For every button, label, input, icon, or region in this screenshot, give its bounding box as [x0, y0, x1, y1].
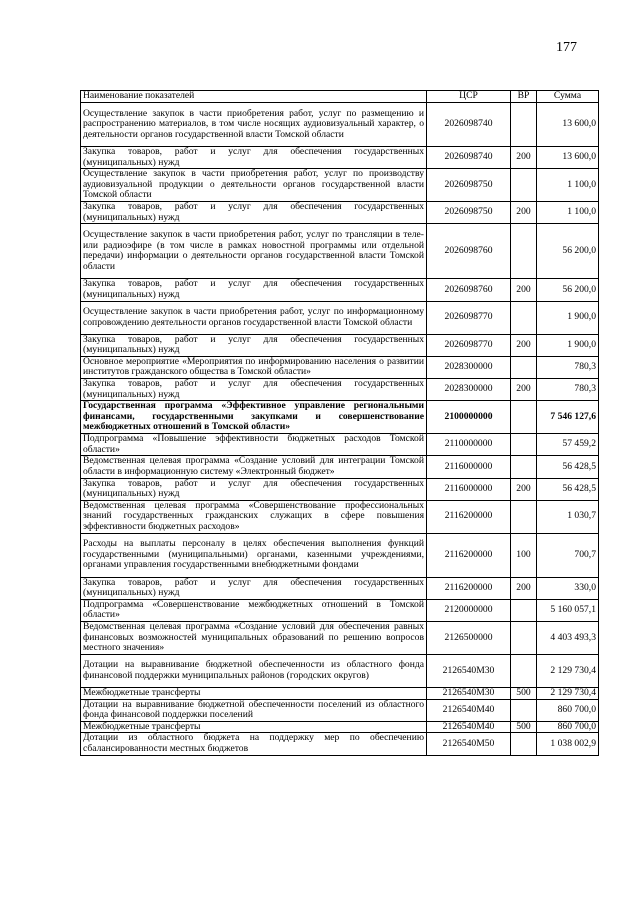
- row-vr: [511, 699, 537, 721]
- row-name: Межбюджетные трансферты: [81, 721, 427, 733]
- row-csr: 2026098770: [427, 301, 511, 334]
- row-sum: 2 129 730,4: [537, 688, 599, 700]
- row-name: Межбюджетные трансферты: [81, 688, 427, 700]
- row-name: Закупка товаров, работ и услуг для обеспечения государственных (муниципальных) нужд: [81, 202, 427, 224]
- row-vr: [511, 456, 537, 478]
- header-sum: Сумма: [537, 91, 599, 103]
- table-row: [81, 533, 599, 577]
- row-name: Расходы на выплаты персоналу в целях обеспечения выполнения функций государственными (муниципальными) органами, казенными учреждениями, органами управления государственными внебюджетными фондами: [81, 533, 427, 577]
- row-vr: [511, 500, 537, 533]
- table-row: [81, 577, 599, 599]
- row-name: Государственная программа «Эффективное управление региональными финансами, государственными закупками и совершенствование межбюджетных отношений в Томской области»: [81, 401, 427, 434]
- row-vr: 200: [511, 202, 537, 224]
- row-csr: 2026098750: [427, 202, 511, 224]
- row-csr: 2116200000: [427, 500, 511, 533]
- row-csr: 2110000000: [427, 434, 511, 456]
- row-sum: 700,7: [537, 533, 599, 577]
- row-sum: 860 700,0: [537, 699, 599, 721]
- row-csr: 2100000000: [427, 401, 511, 434]
- row-name: Дотации на выравнивание бюджетной обеспеченности поселений из областного фонда финансовой поддержки поселений: [81, 699, 427, 721]
- row-csr: 2026098750: [427, 169, 511, 202]
- table-header-row: [81, 91, 599, 103]
- row-name: Осуществление закупок в части приобретения работ, услуг по информационному сопровождению деятельности органов государственной власти Томской области: [81, 301, 427, 334]
- row-csr: 2126540М40: [427, 721, 511, 733]
- row-name: Закупка товаров, работ и услуг для обеспечения государственных (муниципальных) нужд: [81, 147, 427, 169]
- row-sum: 56 428,5: [537, 456, 599, 478]
- row-csr: 2026098760: [427, 224, 511, 279]
- row-sum: 4 403 493,3: [537, 622, 599, 655]
- table-row: [81, 103, 599, 147]
- row-vr: 200: [511, 577, 537, 599]
- row-vr: [511, 655, 537, 688]
- row-name: Закупка товаров, работ и услуг для обеспечения государственных (муниципальных) нужд: [81, 478, 427, 500]
- row-csr: 2028300000: [427, 378, 511, 400]
- row-csr: 2126540М30: [427, 655, 511, 688]
- row-name: Основное мероприятие «Мероприятия по информированию населения о развитии институтов гражданского общества в Томской области»: [81, 356, 427, 378]
- row-csr: 2028300000: [427, 356, 511, 378]
- header-vr: ВР: [511, 91, 537, 103]
- row-name: Закупка товаров, работ и услуг для обеспечения государственных (муниципальных) нужд: [81, 279, 427, 301]
- row-vr: 200: [511, 478, 537, 500]
- row-vr: [511, 434, 537, 456]
- table-row: [81, 334, 599, 356]
- table-row: [81, 688, 599, 700]
- row-sum: 780,3: [537, 378, 599, 400]
- row-sum: 1 038 002,9: [537, 733, 599, 755]
- table-row: [81, 279, 599, 301]
- row-vr: [511, 169, 537, 202]
- row-vr: 100: [511, 533, 537, 577]
- row-csr: 2116200000: [427, 577, 511, 599]
- row-vr: [511, 622, 537, 655]
- header-csr: ЦСР: [427, 91, 511, 103]
- table-row: [81, 434, 599, 456]
- row-csr: 2126540М30: [427, 688, 511, 700]
- row-csr: 2126540М50: [427, 733, 511, 755]
- row-sum: 7 546 127,6: [537, 401, 599, 434]
- table-row: [81, 356, 599, 378]
- table-row: [81, 599, 599, 621]
- table-row: [81, 500, 599, 533]
- row-csr: 2026098740: [427, 147, 511, 169]
- row-sum: 13 600,0: [537, 103, 599, 147]
- row-csr: 2026098770: [427, 334, 511, 356]
- row-name: Закупка товаров, работ и услуг для обеспечения государственных (муниципальных) нужд: [81, 378, 427, 400]
- row-csr: 2120000000: [427, 599, 511, 621]
- row-vr: [511, 599, 537, 621]
- row-sum: 1 030,7: [537, 500, 599, 533]
- row-csr: 2126500000: [427, 622, 511, 655]
- row-sum: 1 100,0: [537, 169, 599, 202]
- row-sum: 1 900,0: [537, 334, 599, 356]
- row-sum: 56 200,0: [537, 279, 599, 301]
- table-row: [81, 478, 599, 500]
- row-name: Осуществление закупок в части приобретения работ, услуг по размещению и распространению материалов, в том числе носящих аудиовизуальный характер, о деятельности органов государственной власти Томской области: [81, 103, 427, 147]
- row-vr: [511, 103, 537, 147]
- row-name: Ведомственная целевая программа «Создание условий для обеспечения равных финансовых возможностей муниципальных образований по решению вопросов местного значения»: [81, 622, 427, 655]
- row-name: Подпрограмма «Повышение эффективности бюджетных расходов Томской области»: [81, 434, 427, 456]
- row-name: Дотации из областного бюджета на поддержку мер по обеспечению сбалансированности местных бюджетов: [81, 733, 427, 755]
- row-name: Ведомственная целевая программа «Совершенствование профессиональных знаний государственных гражданских служащих в сфере повышения эффективности бюджетных расходов»: [81, 500, 427, 533]
- row-vr: [511, 733, 537, 755]
- header-name: Наименование показателей: [81, 91, 427, 103]
- row-csr: 2116200000: [427, 533, 511, 577]
- budget-table: [80, 90, 599, 756]
- table-row: [81, 224, 599, 279]
- table-row: [81, 169, 599, 202]
- row-name: Закупка товаров, работ и услуг для обеспечения государственных (муниципальных) нужд: [81, 334, 427, 356]
- row-vr: [511, 356, 537, 378]
- row-sum: 860 700,0: [537, 721, 599, 733]
- row-sum: 330,0: [537, 577, 599, 599]
- row-vr: 200: [511, 378, 537, 400]
- table-row: [81, 456, 599, 478]
- table-row: [81, 655, 599, 688]
- row-csr: 2026098760: [427, 279, 511, 301]
- row-vr: 200: [511, 279, 537, 301]
- row-name: Дотации на выравнивание бюджетной обеспеченности из областного фонда финансовой поддержки муниципальных районов (городских округов): [81, 655, 427, 688]
- table-row: [81, 301, 599, 334]
- row-sum: 780,3: [537, 356, 599, 378]
- table-row: [81, 733, 599, 755]
- row-sum: 1 900,0: [537, 301, 599, 334]
- row-vr: 200: [511, 147, 537, 169]
- page-number: 177: [556, 40, 577, 55]
- table-row: [81, 147, 599, 169]
- table-row: [81, 401, 599, 434]
- row-vr: [511, 401, 537, 434]
- row-sum: 2 129 730,4: [537, 655, 599, 688]
- row-name: Ведомственная целевая программа «Создание условий для интеграции Томской области в информационную систему «Электронный бюджет»: [81, 456, 427, 478]
- row-name: Подпрограмма «Совершенствование межбюджетных отношений в Томской области»: [81, 599, 427, 621]
- table-row: [81, 622, 599, 655]
- table-row: [81, 378, 599, 400]
- row-vr: 200: [511, 334, 537, 356]
- row-vr: [511, 224, 537, 279]
- row-csr: 2126540М40: [427, 699, 511, 721]
- row-sum: 56 428,5: [537, 478, 599, 500]
- row-csr: 2116000000: [427, 478, 511, 500]
- row-name: Осуществление закупок в части приобретения работ, услуг по производству аудиовизуальной продукции о деятельности органов государственной власти Томской области: [81, 169, 427, 202]
- row-sum: 1 100,0: [537, 202, 599, 224]
- row-csr: 2026098740: [427, 103, 511, 147]
- table-row: [81, 202, 599, 224]
- row-sum: 5 160 057,1: [537, 599, 599, 621]
- row-csr: 2116000000: [427, 456, 511, 478]
- row-sum: 57 459,2: [537, 434, 599, 456]
- row-vr: 500: [511, 721, 537, 733]
- row-sum: 56 200,0: [537, 224, 599, 279]
- row-name: Закупка товаров, работ и услуг для обеспечения государственных (муниципальных) нужд: [81, 577, 427, 599]
- row-vr: [511, 301, 537, 334]
- row-vr: 500: [511, 688, 537, 700]
- table-row: [81, 721, 599, 733]
- row-sum: 13 600,0: [537, 147, 599, 169]
- row-name: Осуществление закупок в части приобретения работ, услуг по трансляции в теле- или радиоэфире (в том числе в рамках новостной программы или отдельной передачи) информации о деятельности органов государственной власти Томской области: [81, 224, 427, 279]
- table-row: [81, 699, 599, 721]
